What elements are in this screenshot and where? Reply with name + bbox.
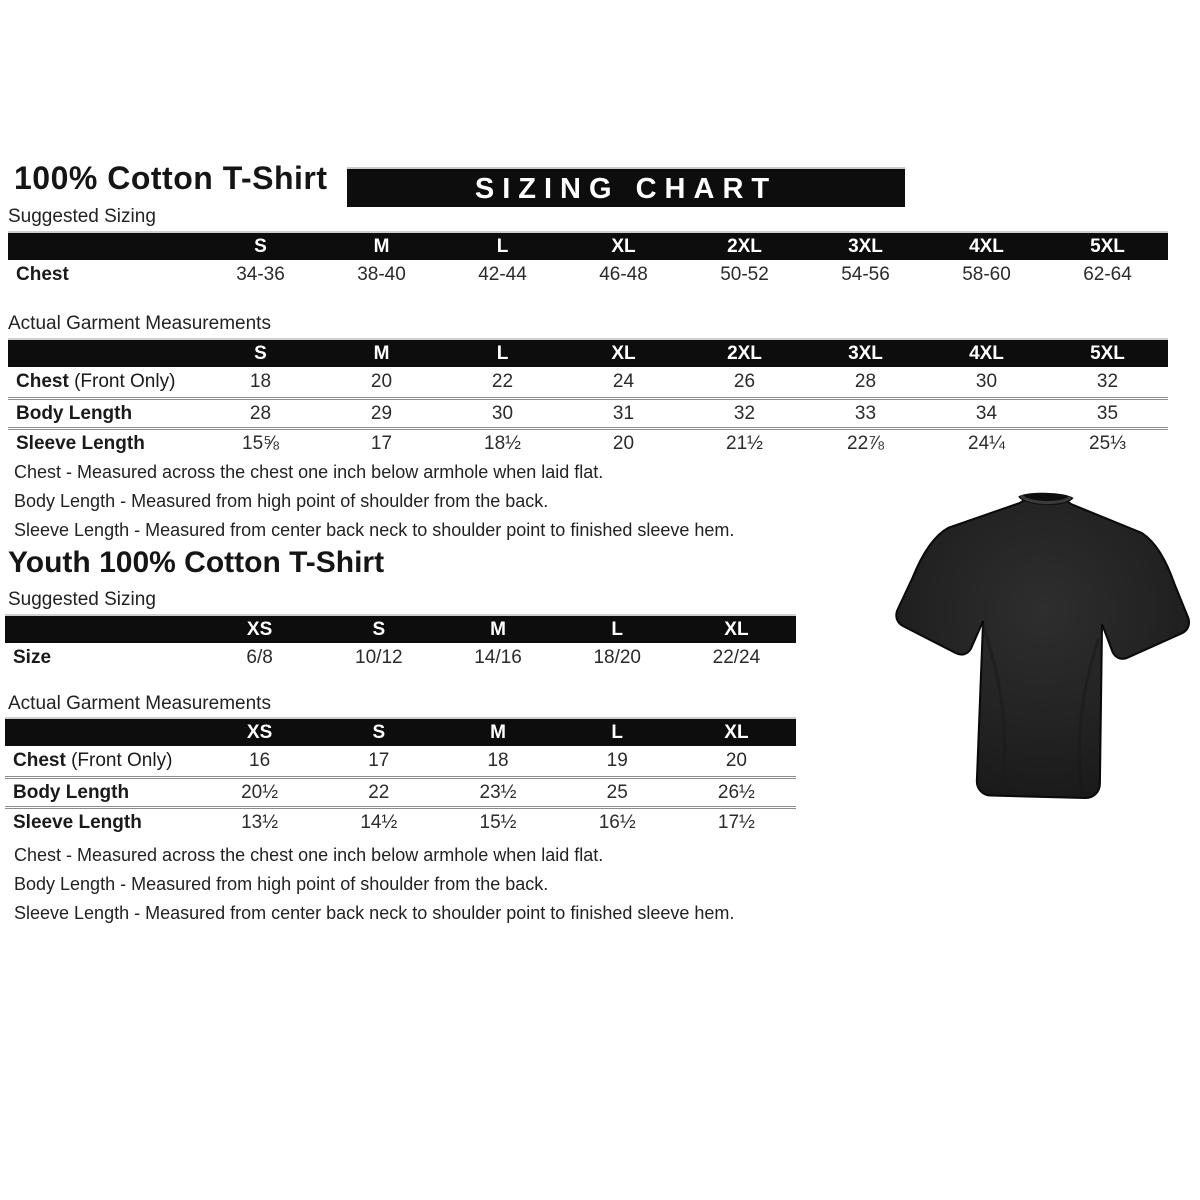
size-col-header: S: [254, 342, 267, 364]
table-cell: 28: [249, 402, 272, 424]
table-cell: 18/20: [593, 647, 641, 668]
row-label: Chest: [16, 264, 69, 285]
table-cell: 46-48: [599, 264, 648, 285]
table-cell: 17½: [717, 811, 755, 833]
table-cell: 15½: [479, 811, 517, 833]
table-cell: 24: [612, 371, 635, 392]
adult-actual-measurements-table: [8, 338, 1168, 457]
table-cell: 34-36: [236, 264, 285, 285]
size-col-header: XS: [246, 618, 273, 640]
table-cell: 26: [733, 371, 756, 392]
table-cell: 15⅝: [242, 432, 279, 454]
table-cell: 10/12: [355, 647, 403, 668]
row-label: Size: [13, 647, 52, 668]
table-header-row: [8, 338, 1168, 367]
adult-measurement-notes: [14, 458, 734, 545]
table-row: [8, 367, 1168, 397]
size-col-header: M: [490, 618, 506, 640]
tshirt-silhouette-icon: [884, 479, 1200, 809]
black-tshirt-image: [884, 479, 1200, 809]
note-sleeve-length: Sleeve Length - Measured from center back neck to shoulder point to finished sleeve hem.: [14, 903, 735, 923]
table-cell: 42-44: [478, 264, 527, 285]
size-col-header: S: [372, 618, 386, 640]
note-body-length: Body Length - Measured from high point of shoulder from the back.: [14, 491, 549, 511]
table-cell: 13½: [241, 811, 279, 833]
table-cell: 30: [491, 402, 514, 424]
table-cell: 19: [606, 750, 628, 771]
table-cell: 26½: [717, 781, 755, 803]
table-cell: 20½: [241, 781, 279, 803]
adult-actual-measurements-label: Actual Garment Measurements: [8, 313, 271, 334]
size-col-header: 4XL: [969, 342, 1004, 364]
size-col-header: 3XL: [848, 342, 883, 364]
table-cell: 16: [249, 750, 271, 771]
size-col-header: XL: [724, 721, 749, 743]
table-cell: 54-56: [841, 264, 890, 285]
table-cell: 32: [1096, 371, 1119, 392]
table-cell: 21½: [726, 432, 763, 454]
table-cell: 17: [370, 432, 393, 454]
table-header-row: [5, 717, 796, 746]
row-label: Sleeve Length: [16, 432, 145, 454]
row-label: Sleeve Length: [13, 811, 142, 833]
table-cell: 25⅓: [1089, 432, 1126, 454]
youth-actual-measurements-table: [5, 717, 796, 836]
row-label: Chest (Front Only): [16, 371, 176, 392]
size-col-header: 2XL: [727, 235, 762, 257]
adult-suggested-sizing-label: Suggested Sizing: [8, 206, 156, 227]
table-cell: 62-64: [1083, 264, 1132, 285]
table-cell: 14½: [360, 811, 398, 833]
table-cell: 24¼: [968, 432, 1005, 454]
row-label: Chest (Front Only): [13, 750, 173, 771]
table-cell: 38-40: [357, 264, 406, 285]
size-col-header: 5XL: [1090, 342, 1125, 364]
table-cell: 23½: [479, 781, 517, 803]
table-cell: 35: [1096, 402, 1119, 424]
table-header-row: [8, 231, 1168, 260]
table-cell: 14/16: [474, 647, 522, 668]
note-body-length: Body Length - Measured from high point of shoulder from the back.: [14, 874, 549, 894]
size-col-header: M: [373, 235, 390, 257]
table-cell: 18: [487, 750, 509, 771]
youth-suggested-sizing-table: [5, 614, 796, 673]
table-cell: 28: [854, 371, 877, 392]
size-col-header: XL: [611, 342, 636, 364]
table-cell: 16½: [598, 811, 636, 833]
size-col-header: XL: [724, 618, 749, 640]
table-cell: 22: [368, 781, 390, 803]
table-cell: 6/8: [246, 647, 273, 668]
adult-suggested-sizing-table: [8, 231, 1168, 290]
table-cell: 29: [370, 402, 393, 424]
table-row: [8, 260, 1168, 290]
table-row: [8, 427, 1168, 457]
table-cell: 17: [368, 750, 390, 771]
table-row: [5, 806, 796, 836]
table-cell: 20: [612, 432, 635, 454]
youth-suggested-sizing-label: Suggested Sizing: [8, 589, 156, 610]
size-col-header: S: [254, 235, 267, 257]
size-col-header: XL: [611, 235, 636, 257]
table-row: [5, 776, 796, 806]
table-cell: 33: [854, 402, 877, 424]
size-col-header: M: [490, 721, 506, 743]
size-col-header: L: [611, 721, 624, 743]
table-row: [5, 746, 796, 776]
table-cell: 22⅞: [847, 432, 884, 454]
size-col-header: 4XL: [969, 235, 1004, 257]
youth-section-title: Youth 100% Cotton T-Shirt: [8, 546, 385, 579]
row-label: Body Length: [13, 781, 130, 803]
note-sleeve-length: Sleeve Length - Measured from center back neck to shoulder point to finished sleeve hem.: [14, 520, 735, 540]
size-col-header: 2XL: [727, 342, 762, 364]
table-cell: 31: [612, 402, 635, 424]
youth-measurement-notes: [14, 841, 734, 928]
note-chest: Chest - Measured across the chest one inch below armhole when laid flat.: [14, 845, 604, 865]
table-cell: 50-52: [720, 264, 769, 285]
table-cell: 20: [370, 371, 393, 392]
size-col-header: L: [611, 618, 624, 640]
sizing-chart-banner: SIZING CHART: [347, 167, 905, 207]
table-cell: 58-60: [962, 264, 1011, 285]
table-row: [8, 397, 1168, 427]
table-cell: 20: [725, 750, 747, 771]
size-col-header: XS: [246, 721, 273, 743]
note-chest: Chest - Measured across the chest one inch below armhole when laid flat.: [14, 462, 604, 482]
size-col-header: 5XL: [1090, 235, 1125, 257]
table-cell: 18½: [484, 432, 521, 454]
table-row: [5, 643, 796, 673]
size-col-header: S: [372, 721, 386, 743]
table-cell: 34: [975, 402, 998, 424]
size-col-header: L: [496, 235, 509, 257]
table-cell: 25: [606, 781, 628, 803]
page-title: 100% Cotton T-Shirt: [14, 160, 328, 196]
table-cell: 18: [249, 371, 272, 392]
table-cell: 30: [975, 371, 998, 392]
table-cell: 22/24: [712, 647, 761, 668]
youth-actual-measurements-label: Actual Garment Measurements: [8, 693, 271, 714]
table-header-row: [5, 614, 796, 643]
row-label: Body Length: [16, 402, 133, 424]
size-col-header: L: [496, 342, 509, 364]
table-cell: 32: [733, 402, 756, 424]
size-col-header: 3XL: [848, 235, 883, 257]
table-cell: 22: [491, 371, 514, 392]
size-col-header: M: [373, 342, 390, 364]
